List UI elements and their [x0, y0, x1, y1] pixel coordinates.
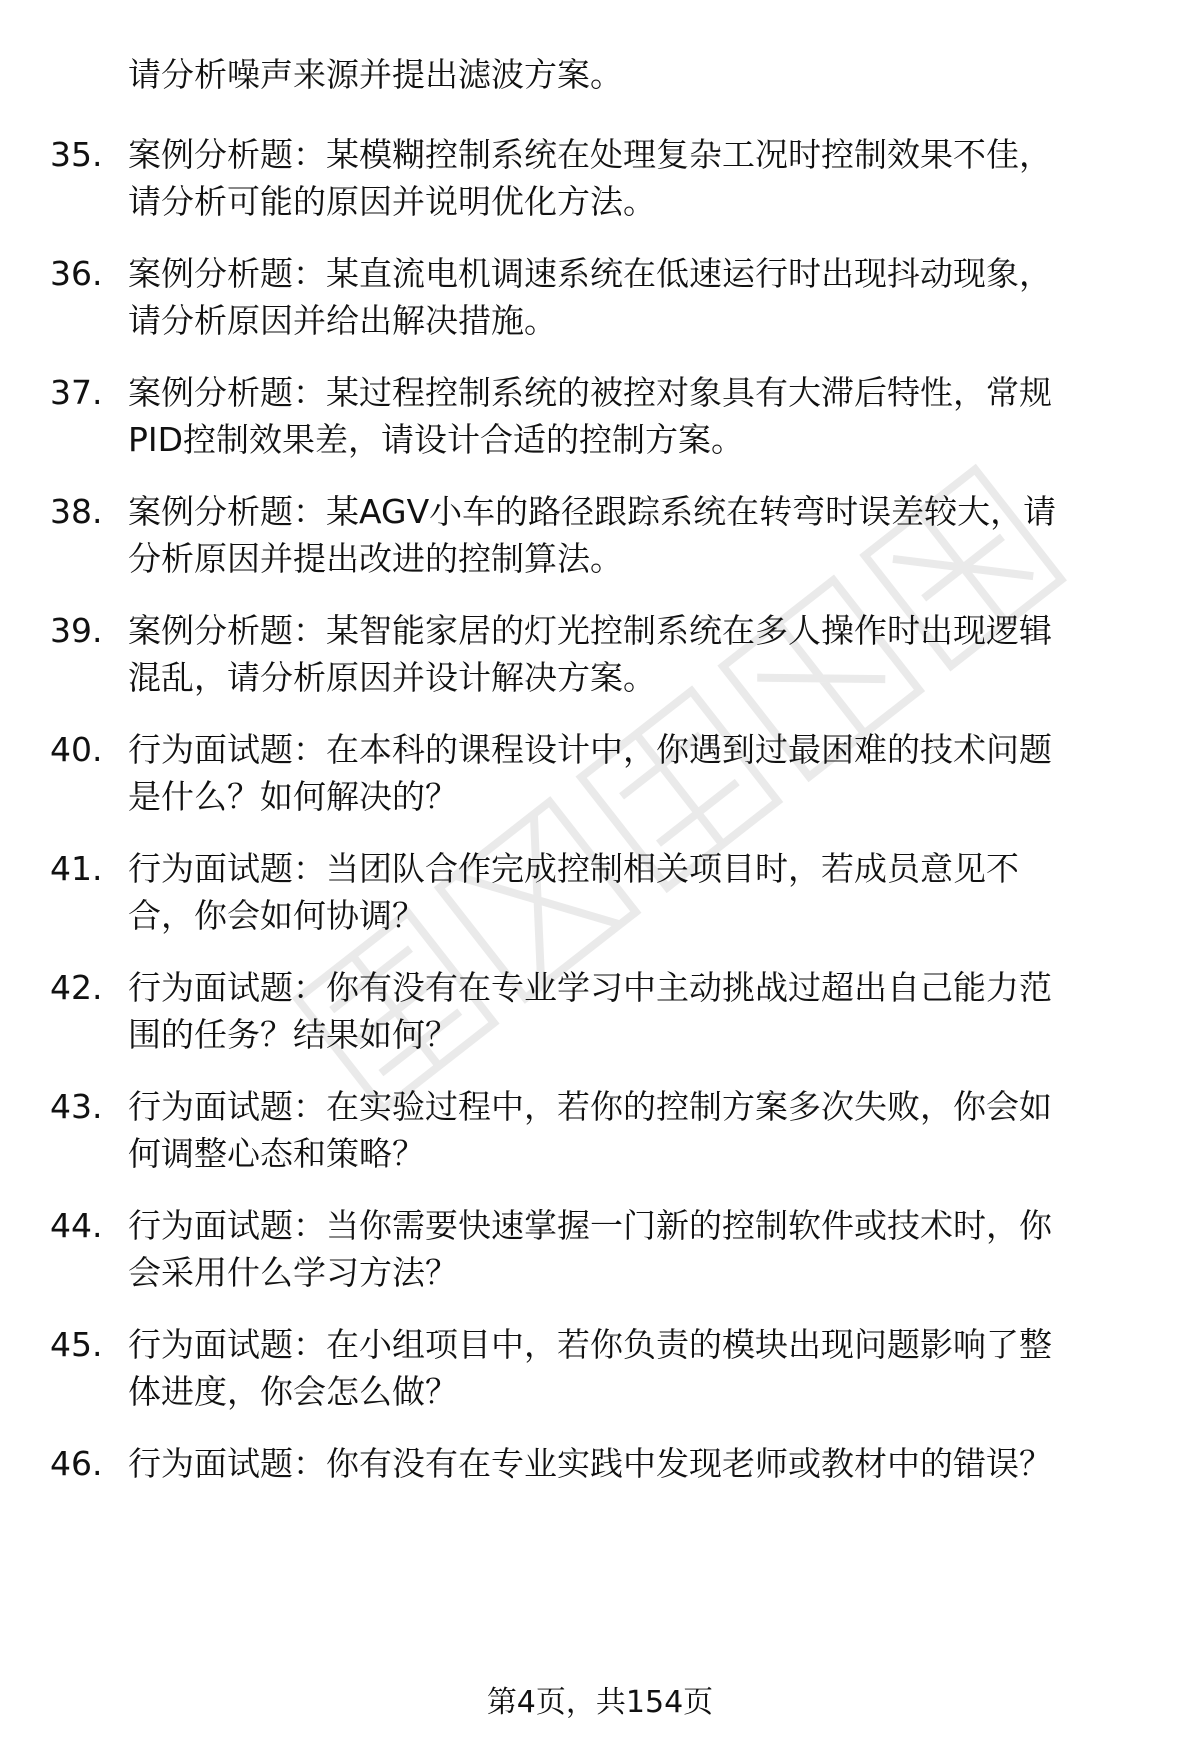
- question-text-line: 会采用什么学习方法？: [128, 1253, 458, 1292]
- question-text-line: 案例分析题：某模糊控制系统在处理复杂工况时控制效果不佳，: [128, 135, 1052, 174]
- continuation-line: 请分析噪声来源并提出滤波方案。: [128, 55, 623, 94]
- question-text-line: 案例分析题：某智能家居的灯光控制系统在多人操作时出现逻辑: [128, 611, 1052, 650]
- question-text-line: 请分析可能的原因并说明优化方法。: [128, 182, 656, 221]
- page-footer: 第4页，共154页: [486, 1685, 714, 1720]
- question-text-line: 围的任务？结果如何？: [128, 1015, 458, 1054]
- question-number: 38.: [50, 492, 103, 531]
- question-number: 44.: [50, 1206, 103, 1245]
- question-text-line: 何调整心态和策略？: [128, 1134, 425, 1173]
- question-text-line: 案例分析题：某直流电机调速系统在低速运行时出现抖动现象，: [128, 254, 1052, 293]
- question-text-line: 行为面试题：你有没有在专业实践中发现老师或教材中的错误？: [128, 1444, 1052, 1483]
- question-number: 41.: [50, 849, 103, 888]
- question-number: 35.: [50, 135, 103, 174]
- question-text-line: 行为面试题：当你需要快速掌握一门新的控制软件或技术时，你: [128, 1206, 1052, 1245]
- question-text-line: 案例分析题：某AGV小车的路径跟踪系统在转弯时误差较大，请: [128, 492, 1057, 531]
- question-text-line: 行为面试题：在小组项目中，若你负责的模块出现问题影响了整: [128, 1325, 1052, 1364]
- question-text-line: 混乱，请分析原因并设计解决方案。: [128, 658, 656, 697]
- question-text-line: PID控制效果差，请设计合适的控制方案。: [128, 420, 745, 459]
- question-number: 36.: [50, 254, 103, 293]
- question-number: 43.: [50, 1087, 103, 1126]
- question-number: 39.: [50, 611, 103, 650]
- question-number: 37.: [50, 373, 103, 412]
- question-text-line: 合，你会如何协调？: [128, 896, 425, 935]
- question-number: 42.: [50, 968, 103, 1007]
- question-text-line: 请分析原因并给出解决措施。: [128, 301, 557, 340]
- question-number: 45.: [50, 1325, 103, 1364]
- question-number: 46.: [50, 1444, 103, 1483]
- question-text-line: 体进度，你会怎么做？: [128, 1372, 458, 1411]
- question-text-line: 是什么？如何解决的？: [128, 777, 458, 816]
- question-text-line: 案例分析题：某过程控制系统的被控对象具有大滞后特性，常规: [128, 373, 1052, 412]
- question-text-line: 行为面试题：当团队合作完成控制相关项目时，若成员意见不: [128, 849, 1019, 888]
- question-number: 40.: [50, 730, 103, 769]
- question-text-line: 分析原因并提出改进的控制算法。: [128, 539, 623, 578]
- question-text-line: 行为面试题：在本科的课程设计中，你遇到过最困难的技术问题: [128, 730, 1052, 769]
- question-text-line: 行为面试题：你有没有在专业学习中主动挑战过超出自己能力范: [128, 968, 1052, 1007]
- question-text-line: 行为面试题：在实验过程中，若你的控制方案多次失败，你会如: [128, 1087, 1052, 1126]
